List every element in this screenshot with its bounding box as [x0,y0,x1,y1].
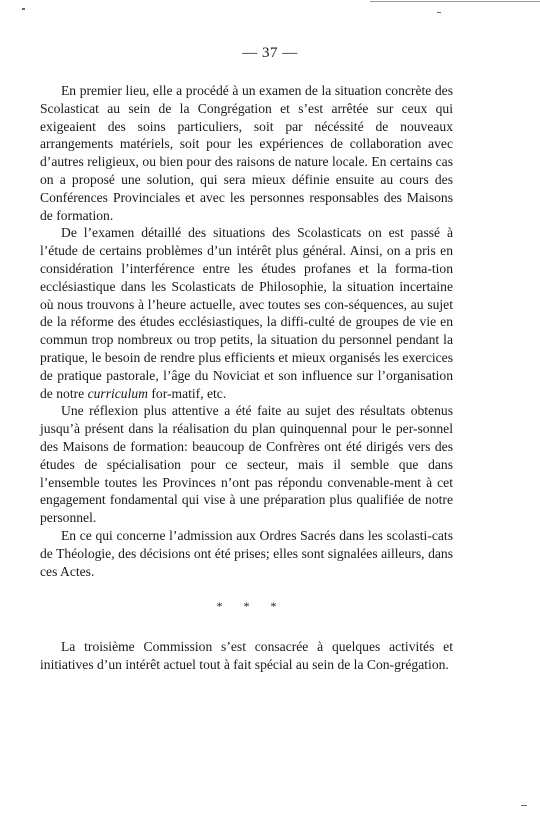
closing-paragraph: La troisième Commission s’est consacrée à quelques activités et initiatives d’un intérêt actuel tout à fait spécial au sein de la Con-grégation. [40,639,453,672]
paragraph-2 [40,224,453,402]
page-number: — 37 — [242,45,298,61]
paragraph-4: En ce qui concerne l’admission aux Ordres Sacrés dans les scolasti-cats de Théologie, des décisions ont été prises; elles sont signalées ailleurs, dans ces Actes. [40,527,453,579]
main-text [40,82,453,674]
scan-speck [22,8,25,10]
paragraph-2-text: De l’examen détaillé des situations des Scolasticats on est passé à l’étude de certains problèmes d’un intérêt plus général. Ainsi, on a pris en considération l’interférence entre les études profanes et la forma-tion ecclésiastique dans les Scolasticats de Philosophie, la situation incertaine où nous trouvons à l’heure actuelle, avec toutes ses con-séquences, au sujet de la réforme des études ecclésiastiques, la diffi-culté de groupes de vie en commun trop nombreux ou trop petits, la situation du personnel pendant la pratique, le besoin de rendre plus efficients et mieux organisés les exercices de pratique pastorale, l’âge du Noviciat et son influence sur l’organisation de notre [40,225,453,401]
scan-speck [437,12,441,13]
italic-term: curriculum [87,385,148,401]
scan-line-top [370,1,540,2]
section-separator: * * * [216,599,286,614]
paragraph-1: En premier lieu, elle a procédé à un examen de la situation concrète des Scolasticat au sein de la Congrégation et s’est arrêtée sur ceux qui exigeaient des soins particuliers, soit par nécéssité de nouveaux arrangements matériels, soit pour les expériences de collaboration avec d’autres religieux, ou bien pour des raisons de nature locale. En certains cas on a proposé une solution, qui sera mieux définie ensuite au cours des Conférences Provinciales et avec les personnes responsables des Maisons de formation. [40,83,453,223]
scan-speck [521,805,527,806]
paragraph-2-end: for-matif, etc. [148,385,227,401]
paragraph-3: Une réflexion plus attentive a été faite au sujet des résultats obtenus jusqu’à présent dans la réalisation du plan quinquennal pour le per-sonnel des Maisons de formation: beaucoup de Confrères ont été dirigés vers des études de spécialisation pour ce secteur, mais il semble que dans l’ensemble toutes les Provinces n’ont pas répondu convenable-ment à cet engagement fondamental qui vise à une préparation plus qualifiée de notre personnel. [40,403,453,526]
